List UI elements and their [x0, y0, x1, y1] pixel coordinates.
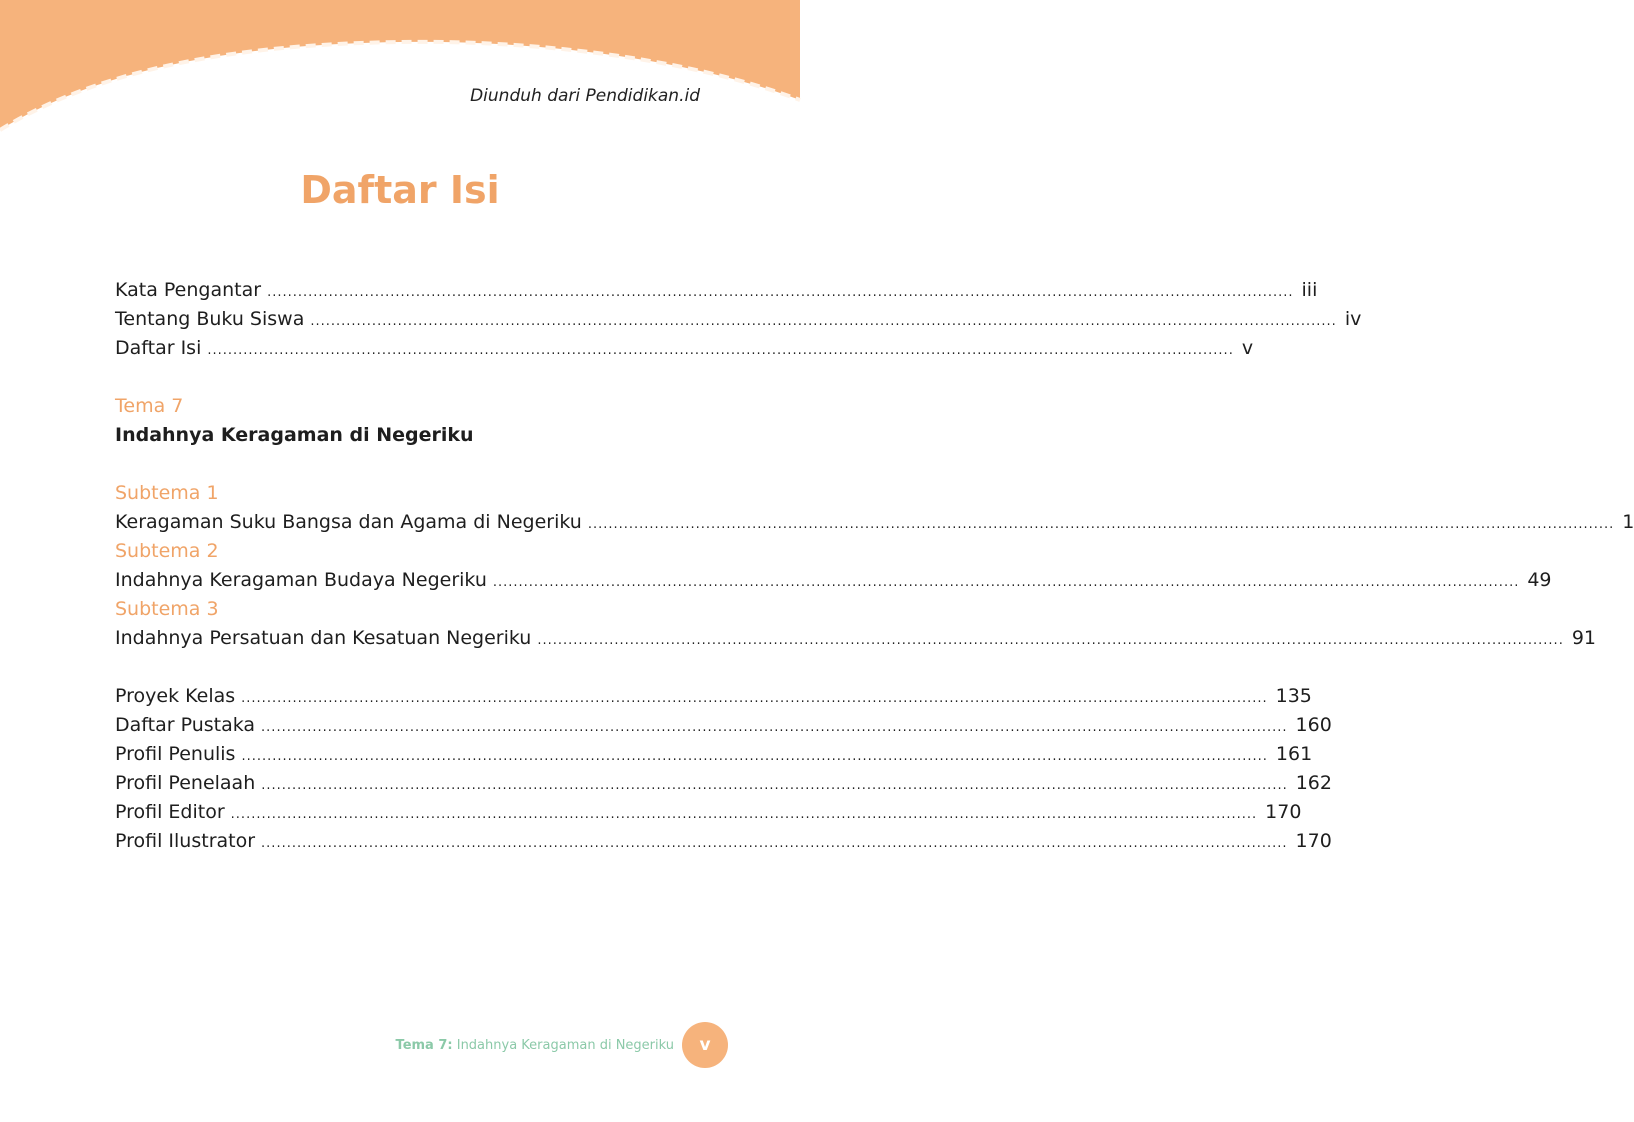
- toc-page: v: [1241, 337, 1254, 359]
- dot-leader: ........................................................................................................................................................................................................: [230, 807, 1258, 822]
- toc-page: 170: [1265, 801, 1302, 823]
- toc-label: Daftar Isi: [115, 337, 202, 359]
- dot-leader: ........................................................................................................................................................................................................: [537, 633, 1564, 648]
- toc-row-back-6[interactable]: [115, 827, 1332, 856]
- spacer: [115, 653, 693, 682]
- header-wave-band: [0, 0, 800, 140]
- toc-label: Profil Ilustrator: [115, 830, 256, 852]
- dot-leader: ........................................................................................................................................................................................................: [267, 285, 1294, 300]
- toc-row-front-2[interactable]: [115, 305, 1362, 334]
- footer-theme-title: Indahnya Keragaman di Negeriku: [456, 1038, 674, 1053]
- page-title: Daftar Isi: [300, 168, 500, 212]
- toc-label: Tentang Buku Siswa: [115, 308, 305, 330]
- source-note: Diunduh dari Pendidikan.id: [470, 86, 700, 106]
- subtheme-label: Subtema 2: [115, 540, 219, 562]
- subtheme-label: Subtema 1: [115, 482, 219, 504]
- dot-leader: ........................................................................................................................................................................................................: [310, 314, 1337, 329]
- toc-page: 135: [1275, 685, 1312, 707]
- toc-row-subtheme-2[interactable]: [115, 566, 1552, 595]
- toc-page: 160: [1295, 714, 1332, 736]
- toc-row-back-2[interactable]: [115, 711, 1332, 740]
- spacer: [115, 363, 693, 392]
- toc-row-back-3[interactable]: [115, 740, 1313, 769]
- toc-label: Keragaman Suku Bangsa dan Agama di Negeriku: [115, 511, 582, 533]
- toc-row-back-1[interactable]: [115, 682, 1312, 711]
- toc-row-back-4[interactable]: [115, 769, 1332, 798]
- table-of-contents: [115, 276, 1634, 856]
- dot-leader: ........................................................................................................................................................................................................: [492, 575, 1520, 590]
- toc-page: 161: [1275, 743, 1313, 765]
- theme-label: Tema 7: [115, 395, 184, 417]
- running-footer: [396, 1038, 674, 1053]
- dot-leader: ........................................................................................................................................................................................................: [241, 749, 1268, 764]
- toc-page: 170: [1295, 830, 1332, 852]
- toc-page: 49: [1527, 569, 1552, 591]
- toc-page: 162: [1295, 772, 1332, 794]
- toc-row-subtheme-1[interactable]: [115, 508, 1634, 537]
- toc-page: iv: [1344, 308, 1362, 330]
- dot-leader: ........................................................................................................................................................................................................: [261, 720, 1288, 735]
- toc-page: 91: [1571, 627, 1597, 649]
- dot-leader: ........................................................................................................................................................................................................: [207, 343, 1234, 358]
- subtheme-label: Subtema 3: [115, 598, 219, 620]
- toc-label: Profil Editor: [115, 801, 225, 823]
- dot-leader: ........................................................................................................................................................................................................: [241, 691, 1268, 706]
- dot-leader: ........................................................................................................................................................................................................: [587, 517, 1615, 532]
- dot-leader: ........................................................................................................................................................................................................: [261, 778, 1288, 793]
- toc-label: Daftar Pustaka: [115, 714, 256, 736]
- toc-page: 1: [1622, 511, 1634, 533]
- toc-row-front-1[interactable]: [115, 276, 1318, 305]
- toc-row-back-5[interactable]: [115, 798, 1302, 827]
- toc-row-front-3[interactable]: [115, 334, 1254, 363]
- toc-label: Profil Penulis: [115, 743, 236, 765]
- spacer: [115, 450, 693, 479]
- toc-page: iii: [1301, 279, 1318, 301]
- toc-row-subtheme-3[interactable]: [115, 624, 1597, 653]
- dot-leader: ........................................................................................................................................................................................................: [261, 836, 1288, 851]
- page-number-badge: v: [682, 1022, 728, 1068]
- theme-title: Indahnya Keragaman di Negeriku: [115, 424, 474, 446]
- toc-label: Kata Pengantar: [115, 279, 262, 301]
- toc-label: Proyek Kelas: [115, 685, 236, 707]
- toc-label: Indahnya Persatuan dan Kesatuan Negeriku: [115, 627, 532, 649]
- footer-theme-prefix: Tema 7:: [395, 1038, 453, 1053]
- toc-label: Indahnya Keragaman Budaya Negeriku: [115, 569, 487, 591]
- toc-label: Profil Penelaah: [115, 772, 256, 794]
